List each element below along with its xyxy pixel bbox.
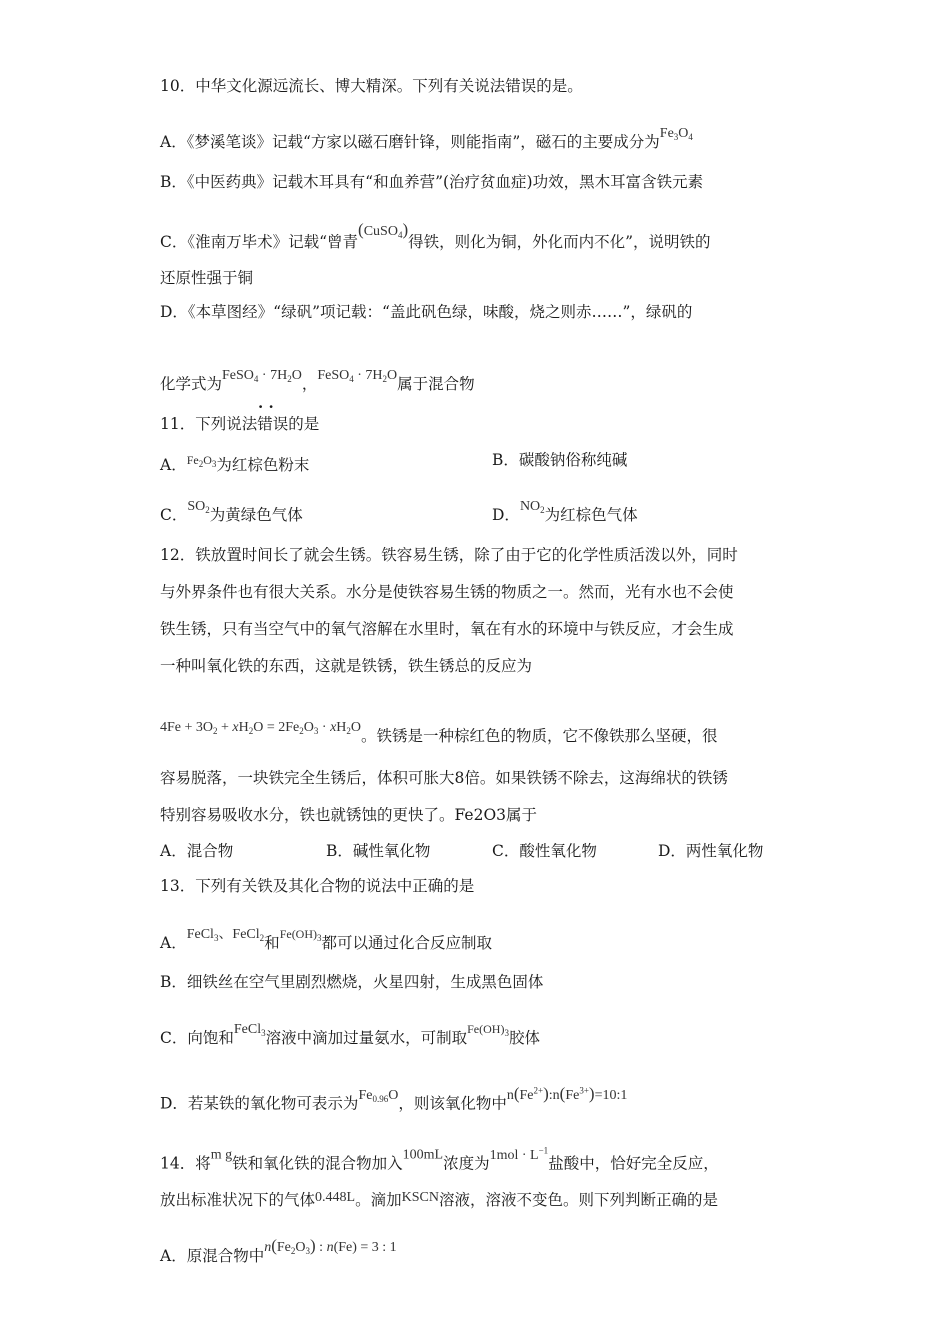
q11-option-b: B．碳酸钠俗称纯碱 — [492, 451, 628, 469]
q11-d-formula: $NO_2$ — [519, 499, 545, 515]
q10-a-formula: $Fe_3O_4$ — [659, 126, 693, 142]
q13-d-mid: ，则该氧化物中 — [398, 1094, 507, 1113]
q10-option-d-line2 — [160, 366, 475, 394]
q11-c-label: C． — [160, 506, 188, 524]
q13-option-d — [160, 1080, 627, 1114]
q14-line2 — [160, 1188, 718, 1210]
q13-a-formula2: Fe(OH)3 — [279, 927, 322, 943]
q12-line6: 容易脱落，一块铁完全生锈后，体积可胀大8倍。如果铁锈不除去，这海绵状的铁锈 — [160, 769, 728, 787]
q14-a-pre: A．原混合物中 — [160, 1247, 265, 1265]
emphasis-dots: · · — [258, 398, 274, 416]
q10-d-sep: ， — [301, 375, 318, 393]
q12-option-a: A．混合物 — [160, 842, 234, 860]
q13-option-a — [160, 924, 492, 953]
q14-reagent: KSCN — [401, 1190, 439, 1205]
q12-line2: 与外界条件也有很大关系。水分是使铁容易生锈的物质之一。然而，光有水也不会使 — [160, 583, 734, 601]
q10-d-post: 属于混合物 — [397, 375, 475, 393]
q10-c-pre: C．《淮南万毕术》记载“曾青 — [160, 233, 359, 251]
q12-line7: 特别容易吸收水分，铁也就锈蚀的更快了。Fe2O3属于 — [160, 806, 538, 824]
q14-mid2: 浓度为 — [443, 1154, 490, 1173]
q13-a-formula: FeCl$_3$、FeCl$_2$ — [186, 927, 265, 943]
q10-stem: 10．中华文化源远流长、博大精深。下列有关说法错误的是。 — [160, 77, 583, 95]
q11-option-d — [492, 497, 638, 525]
q14-volume: 100mL — [402, 1147, 444, 1163]
q10-c-post: 得铁，则化为铜，外化而内不化”，说明铁的 — [408, 233, 711, 251]
q10-option-c-line2: 还原性强于铜 — [160, 269, 254, 287]
q10-option-d-line1: D．《本草图经》“绿矾”项记载：“盖此矾色绿，味酸，烧之则赤……”，绿矾的 — [160, 303, 693, 321]
q13-a-and: 和 — [264, 934, 280, 952]
q10-d-formula1: FeSO$_4$ · $7H_2O$ — [222, 368, 302, 384]
q13-a-label: A． — [160, 934, 187, 952]
q10-d-pre: 化学式为 — [160, 375, 223, 393]
q14-line2-mid: 。滴加 — [355, 1191, 402, 1209]
q11-d-text: 为红棕色气体 — [544, 506, 638, 524]
q10-option-a — [160, 124, 693, 152]
q10-d-formula2: FeSO$_4$ · $7H_2O$ — [317, 368, 398, 384]
q12-line3: 铁生锈，只有当空气中的氧气溶解在水里时，氧在有水的环境中与铁反应，才会生成 — [160, 620, 734, 638]
q12-option-c: C．酸性氧化物 — [492, 842, 597, 860]
q14-gas: 0.448L — [315, 1190, 356, 1205]
q14-line2-pre: 放出标准状况下的气体 — [160, 1191, 316, 1209]
q13-c-mid: 溶液中滴加过量氨水，可制取 — [265, 1029, 468, 1047]
q14-option-a — [160, 1236, 397, 1266]
q11-d-label: D． — [492, 506, 520, 524]
q12-equation: $4Fe + 3O_2 + xH_2O = 2Fe_2O_3 \cdot xH_2O$ — [160, 720, 362, 736]
q13-c-formula2: Fe(OH)3 — [467, 1022, 509, 1038]
q11-a-text: 为红棕色粉末 — [216, 456, 310, 474]
q14-conc: $1mol \cdot L^{-1}$ — [489, 1145, 549, 1163]
q12-option-d: D．两性氧化物 — [658, 842, 764, 860]
q10-option-c — [160, 220, 711, 252]
q14-line2-post: 溶液，溶液不变色。则下列判断正确的是 — [438, 1191, 718, 1209]
q11-a-formula: Fe2O3 — [186, 453, 217, 469]
q13-d-pre: D．若某铁的氧化物可表示为 — [160, 1094, 359, 1113]
q12-line1: 12．铁放置时间长了就会生锈。铁容易生锈，除了由于它的化学性质活泼以外，同时 — [160, 546, 738, 564]
q11-option-c — [160, 497, 303, 525]
q13-c-post: 胶体 — [508, 1029, 540, 1047]
q11-a-label: A． — [160, 456, 187, 474]
q11-option-a — [160, 450, 309, 475]
q14-mid1: 铁和氧化铁的混合物加入 — [232, 1154, 403, 1173]
q14-post: 盐酸中，恰好完全反应， — [548, 1154, 719, 1173]
q10-option-b: B．《中医药典》记载木耳具有“和血养营”(治疗贫血症)功效，黑木耳富含铁元素 — [160, 173, 704, 191]
q13-stem: 13．下列有关铁及其化合物的说法中正确的是 — [160, 877, 475, 895]
q13-d-formula: $Fe_{0.96}O$ — [358, 1087, 399, 1104]
q12-line4: 一种叫氧化铁的东西，这就是铁锈，铁生锈总的反应为 — [160, 657, 533, 675]
q10-a-text: A．《梦溪笔谈》记载“方家以磁石磨针锋，则能指南”，磁石的主要成分为 — [160, 133, 660, 151]
q12-line5 — [160, 718, 718, 746]
q11-stem: 11．下列说法错误的是 — [160, 415, 320, 433]
q14-a-formula: $n(Fe_2O_3)$ : n(Fe) = 3 : 1 — [264, 1236, 397, 1256]
q11-c-text: 为黄绿色气体 — [209, 506, 303, 524]
q13-option-c — [160, 1019, 540, 1048]
q12-line5-text: 。铁锈是一种棕红色的物质，它不像铁那么坚硬，很 — [361, 727, 718, 745]
q14-line1 — [160, 1140, 719, 1174]
q13-a-text: 都可以通过化合反应制取 — [321, 934, 493, 952]
q13-c-pre: C．向饱和 — [160, 1029, 234, 1047]
q10-c-formula: (CuSO$_4$) — [358, 220, 409, 240]
q13-c-formula: FeCl$_3$ — [233, 1022, 266, 1038]
q14-mass: m g — [210, 1147, 233, 1163]
q11-c-formula: $SO_2$ — [187, 499, 210, 515]
q13-option-b: B．细铁丝在空气里剧烈燃烧，火星四射，生成黑色固体 — [160, 973, 544, 991]
q12-option-b: B．碱性氧化物 — [326, 842, 431, 860]
q13-d-formula2: $n(Fe^{2+}):n(Fe^{3+})=10:1$ — [506, 1083, 628, 1103]
q14-pre: 14．将 — [160, 1154, 211, 1173]
